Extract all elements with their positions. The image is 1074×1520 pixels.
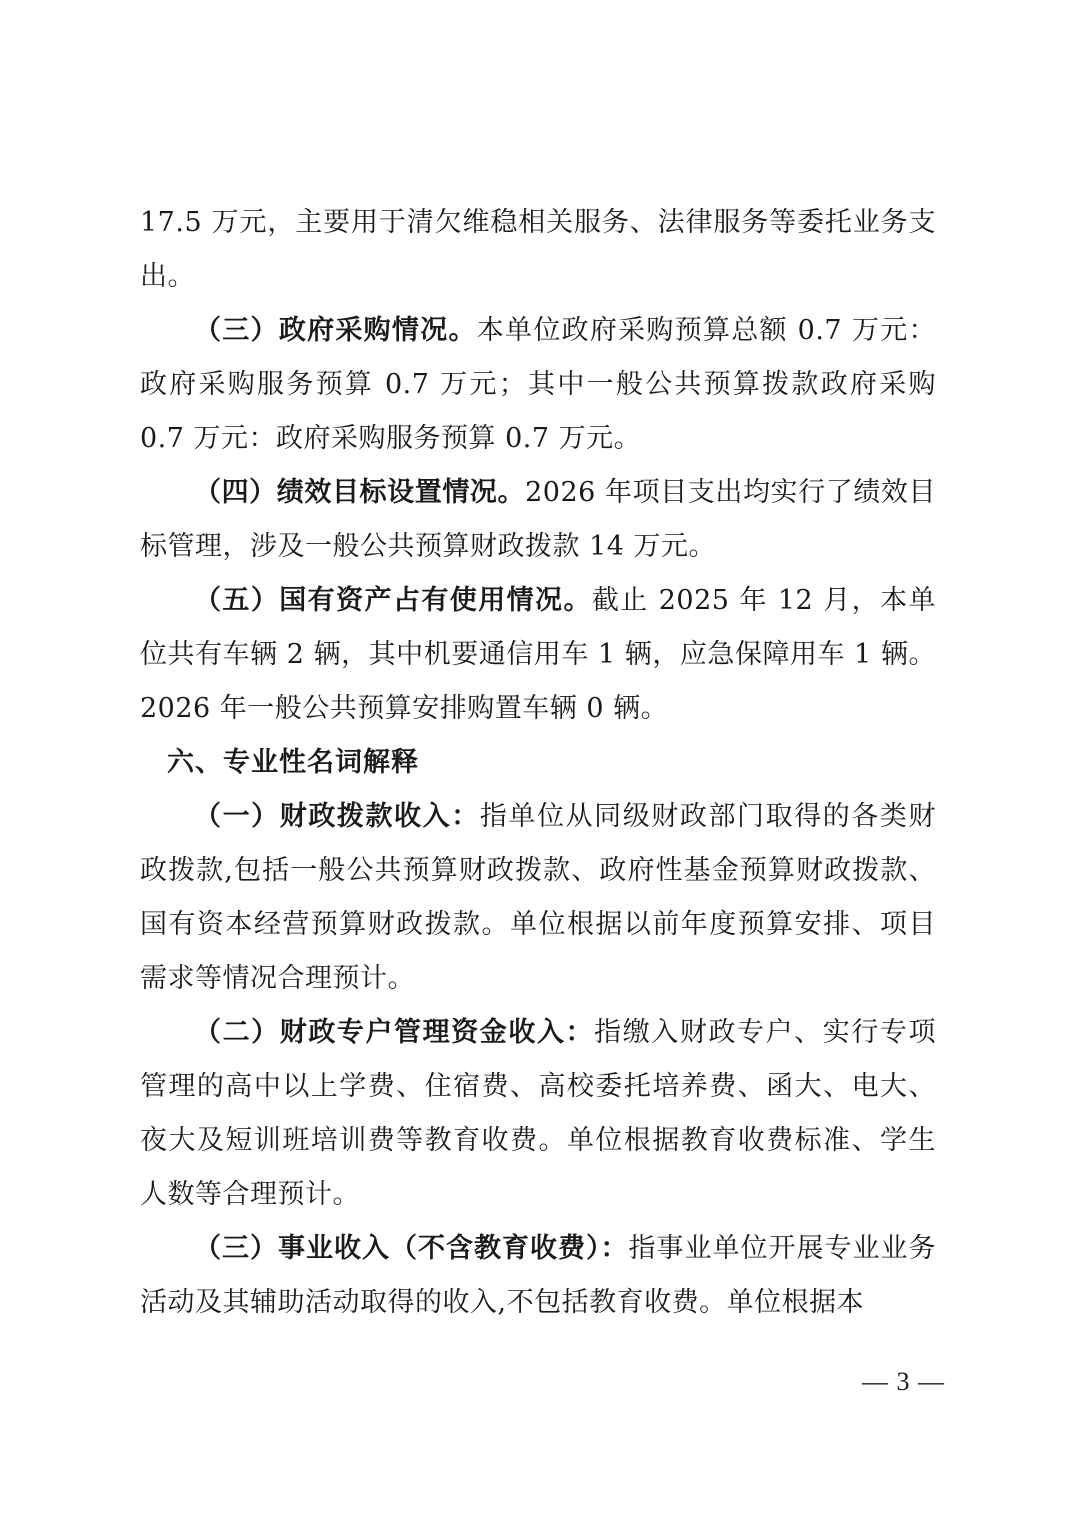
paragraph-text: 本单位政府采购预算总额 0.7 万元：政府采购服务预算 0.7 万元；其中一般公共预算拨款政府采购 0.7 万元：政府采购服务预算 0.7 万元。 [140, 315, 937, 454]
definition-text: 指单位从同级财政部门取得的各类财政拨款,包括一般公共预算财政拨款、政府性基金预算财政拨款、国有资本经营预算财政拨款。单位根据以前年度预算安排、项目需求等情况合理预计。 [140, 801, 937, 994]
page-number: — 3 — [862, 1367, 945, 1396]
definition-special-account [140, 1006, 936, 1222]
section-heading: 六、专业性名词解释 [167, 747, 419, 778]
document-body [140, 196, 936, 1330]
definition-business-income [140, 1222, 936, 1330]
paragraph-government-procurement [140, 304, 936, 466]
definition-term: （三）事业收入（不含教育收费）： [194, 1233, 629, 1264]
definition-term: （二）财政专户管理资金收入： [194, 1017, 595, 1048]
paragraph-text: 17.5 万元，主要用于清欠维稳相关服务、法律服务等委托业务支出。 [140, 207, 936, 292]
definition-text: 指事业单位开展专业业务活动及其辅助活动取得的收入,不包括教育收费。单位根据本 [140, 1233, 936, 1318]
definition-term: （一）财政拨款收入： [194, 801, 480, 832]
paragraph-lead: （五）国有资产占有使用情况。 [194, 585, 592, 616]
definition-text: 指缴入财政专户、实行专项管理的高中以上学费、住宿费、高校委托培养费、函大、电大、夜大及短训班培训费等教育收费。单位根据教育收费标准、学生人数等合理预计。 [140, 1017, 937, 1210]
paragraph-state-assets [140, 574, 936, 736]
paragraph-lead: （四）绩效目标设置情况。 [194, 477, 526, 508]
definition-fiscal-appropriation [140, 790, 936, 1006]
paragraph-continuation [140, 196, 936, 304]
paragraph-text: 2026 年项目支出均实行了绩效目标管理，涉及一般公共预算财政拨款 14 万元。 [140, 477, 937, 562]
paragraph-performance-targets [140, 466, 936, 574]
paragraph-lead: （三）政府采购情况。 [194, 315, 477, 346]
paragraph-text: 截止 2025 年 12 月，本单位共有车辆 2 辆，其中机要通信用车 1 辆，应急保障用车 1 辆。2026 年一般公共预算安排购置车辆 0 辆。 [140, 585, 936, 724]
